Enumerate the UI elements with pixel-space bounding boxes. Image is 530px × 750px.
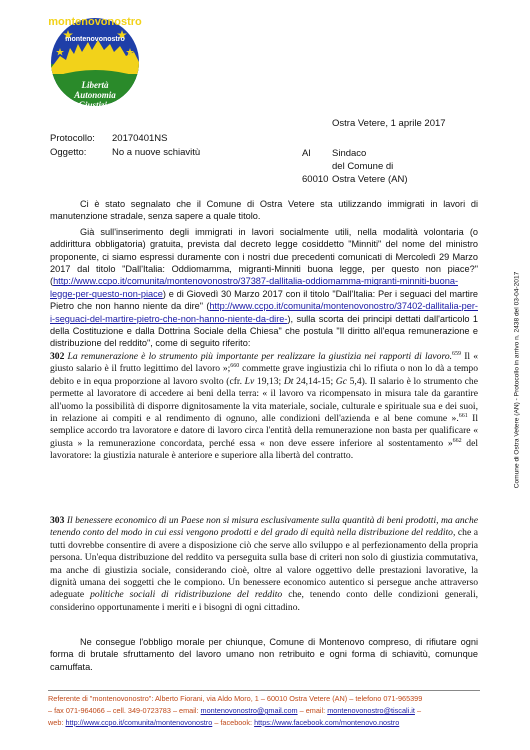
paragraph-2 [50,226,478,350]
logo-mid-text: montenovonostro [65,36,125,43]
ref-gc-num: 5,4). Il salario è lo strumento che permette al lavoratore di accedere ai beni della terra: « il lavoro va ricompensato in misura tale da garantire all'uomo la possibilità di disporre dignitosamente la vita materiale, sociale, culturale e spirituale sua e dei suoi, in relazione ai compiti e al rendimento di ognuno, alle condizioni dell'azienda e al bene comune ». [50,375,478,425]
protocol-row [50,133,167,144]
conclusion [50,636,478,673]
quote-302 [50,351,478,463]
footer-line-2 [48,705,488,717]
quote-302-number: 302 [50,351,65,362]
link-communique-2[interactable]: http://www.ccpo.it/comunita/montenovonostro/37402-dallitalia-per-i-seguaci-del-martire-pietro-che-non-hanno-niente-da-dire- [50,301,478,324]
logo-motto-2: Autonomia [74,90,116,100]
protocol-stamp: Comune di Ostra Vetere (AN) - Protocollo in arrivo n. 2438 del 03-04-2017 [513,271,521,489]
quote-303-text-2: che, tenendo conto delle condizioni generali, considerino opportunamente i meriti e i bisogni di ogni cittadino. [50,589,479,613]
ref-gc: Gc [335,375,347,387]
subject-value: No a nuove schiavitù [112,147,201,158]
footer [48,693,488,729]
recipient-cap: 60010 [302,174,329,185]
quote-303-italic: politiche sociali di ridistribuzione del reddito [90,589,283,601]
footnote-660: 660 [230,363,240,370]
logo-motto-1: Libertà [81,80,109,90]
ref-lv-num: 19,13; [256,375,282,387]
recipient-address [302,147,408,186]
quote-303-text-1: che a tutti dovrebbe consentire di avere a disposizione ciò che serve allo sviluppo e al perfezionamento della propria persona. Un'equa distribuzione del reddito va perseguita sulla base di criteri non solo di giustizia commutativa, ma anche di giustizia sociale, considerando cioè, oltre al valore oggettivo delle prestazioni lavorative, la dignità umana dei soggetti che le compiono. Un benessere economico autentico si persegue anche attraverso adeguate [50,527,478,601]
footer-dash: – [416,706,422,715]
conclusion-text: Ne consegue l'obbligo morale per chiunque, Comune di Montenovo compreso, di rifiutare ogni forma di brutale sfruttamento del lavoro umano non retribuito e ogni forma di schiavitù, comunque camuffata. [50,637,478,672]
quote-303-lead: Il benessere economico di un Paese non si misura esclusivamente sulla quantità di beni prodotti, ma anche tenendo conto del modo in cui essi vengono prodotti e del grado di equità nella distribuzione del reddito, [50,515,478,539]
logo-top-text: montenovonostro [48,16,142,28]
facebook-link[interactable]: https://www.facebook.com/montenovo.nostro [254,718,400,727]
ref-dt: Dt [283,375,294,387]
paragraph-1: Ci è stato segnalato che il Comune di Ostra Vetere sta utilizzando immigrati in lavori di manutenzione stradale, senza sapere a quale titolo. [50,199,478,222]
email-gmail-link[interactable]: montenovonostro@gmail.com [200,706,298,715]
footnote-662: 662 [452,437,462,444]
paragraph-2-part-a: Già sull'inserimento degli immigrati in lavori socialmente utili, nella modalità volontaria (o addirittura obbligatoria) gratuita, prevista dal decreto legge cosiddetto "Minniti" del nome del ministro proponente, ci siamo espressi duramente con i nostri due precedenti comunicati di Mercoledì 29 Marzo 2017 dal titolo "Dall'Italia: Oddiomamma, migranti-Minniti buona legge, per questo non piace?" ( [50,226,478,287]
paragraph-2-part-c: ), sulla scorta dei principi dettati dall'articolo 1 della Costituzione e dalla Dottrina Sociale della Chiesa" che postula "Il diritto all'equa remunerazione e distribuzione del reddito", come di seguito riferito: [50,313,478,349]
footnote-661: 661 [458,412,468,419]
subject-row [50,147,200,158]
recipient-line-1: Sindaco [332,148,367,159]
logo-motto-3: Giustizia [78,100,112,110]
footer-divider [48,690,480,691]
email-tiscali-link[interactable]: montenovonostro@tiscali.it [327,706,415,715]
link-communique-1[interactable]: http://www.ccpo.it/comunita/montenovonostro/37387-dallitalia-oddiomamma-migranti-minniti-buona-legge-per-questo-non-piace [50,276,459,299]
quote-302-text-2: commette grave ingiustizia chi lo rifiuta o non lo dà a tempo debito e in equa proporzione al lavoro svolto (cfr. [50,363,479,387]
quote-302-lead: La remunerazione è lo strumento più importante per realizzare la giustizia nei rapporti di lavoro. [67,351,453,362]
paragraph-2-part-b: ) e di Giovedì 30 Marzo 2017 con il titolo "Dall'Italia: Per i seguaci del martire Pietro che non hanno niente da dire" ( [50,288,478,312]
protocol-value: 20170401NS [112,133,168,144]
footer-web-label: web: [48,718,64,727]
ref-dt-num: 24,14-15; [296,375,334,387]
letter-body [50,198,478,350]
footer-contacts: – fax 071-964066 – cell. 349-0723783 – email: [48,706,199,715]
quote-303-number: 303 [50,515,65,526]
website-link[interactable]: http://www.ccpo.it/comunita/montenovonostro [65,718,213,727]
quote-302-text-1: Il « giusto salario è il frutto legittimo del lavoro »; [50,351,479,375]
quote-302-text-4: del lavoratore: la giustizia naturale è anteriore e superiore alla libertà del contratto. [50,437,478,462]
footer-facebook-label: – facebook: [214,718,253,727]
recipient-line-3: Ostra Vetere (AN) [332,174,408,185]
recipient-line-2: del Comune di [332,161,394,172]
montenovonostro-logo [48,4,142,134]
letter-date: Ostra Vetere, 1 aprile 2017 [332,118,446,129]
footer-line-3 [48,717,488,729]
footer-email-label: – email: [299,706,326,715]
subject-label: Oggetto: [50,147,87,158]
footer-line-1: Referente di "montenovonostro": Alberto Fiorani, via Aldo Moro, 1 – 60010 Ostra Vetere (AN) – telefono 071-965399 [48,694,423,703]
quote-303 [50,515,478,614]
recipient-prefix: Al [302,148,311,159]
footnote-659: 659 [452,350,462,357]
ref-lv: Lv [244,375,255,387]
protocol-label: Protocollo: [50,133,95,144]
quote-302-text-3: Il semplice accordo tra lavoratore e datore di lavoro circa l'entità della remunerazione non basta per qualificare « giusta » la remunerazione concordata, perché essa « non deve essere inferiore al sostentamento » [50,413,478,449]
